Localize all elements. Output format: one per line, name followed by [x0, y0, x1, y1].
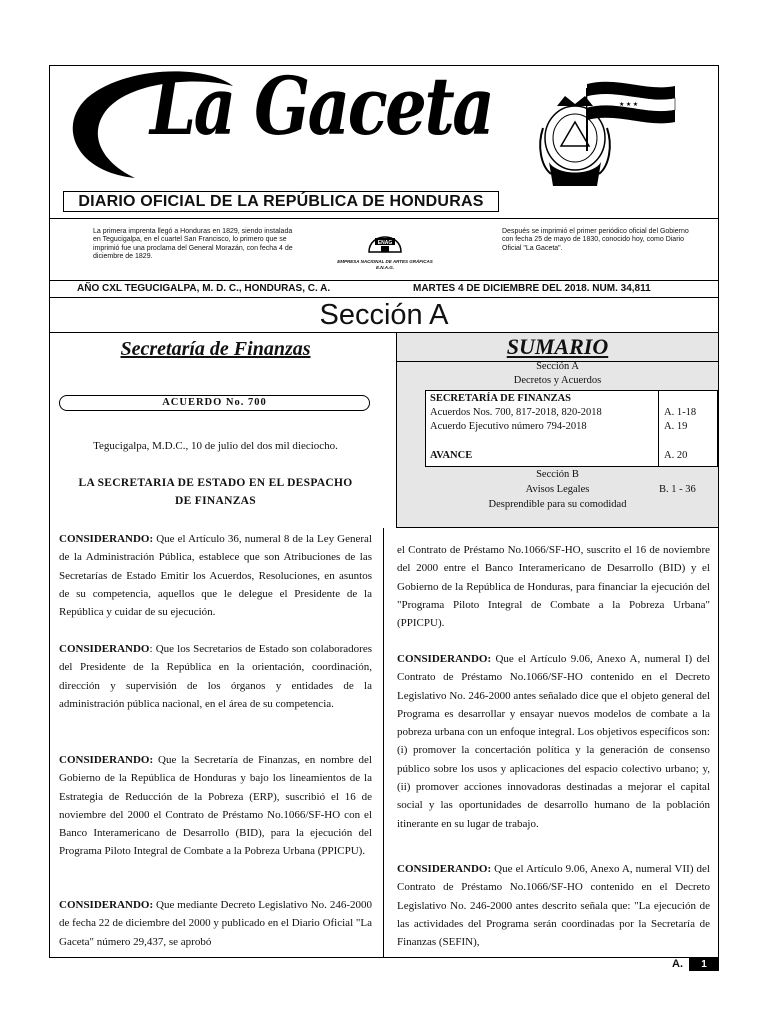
left-paragraph-3	[59, 751, 372, 861]
considerando-label: CONSIDERANDO:	[59, 754, 154, 766]
left-paragraph-1	[59, 530, 372, 621]
left-paragraph-2	[59, 640, 372, 713]
sumario-decretos: Decretos y Acuerdos	[513, 375, 602, 386]
authority-heading	[59, 474, 372, 510]
sumario-item-1-page: A. 1-18	[664, 407, 697, 418]
paragraph-text: Que el Artículo 36, numeral 8 de la Ley General de la Administración Pública, establece que son Atribuciones de las Secretarías de Estado Emitir los Acuerdos, Resoluciones, en asuntos de su competencia, aquellos que le delegue el Presidente de la República y cuidar de su ejecución.	[59, 533, 372, 619]
considerando-label: CONSIDERANDO:	[59, 899, 154, 911]
masthead-divider	[50, 218, 718, 219]
paragraph-text: Que el Artículo 9.06, Anexo A, numeral VII) del Contrato de Préstamo No.1066/SF-HO contenido en el Decreto Legislativo No. 246-2000 antes descrito señala que: "La ejecución de las actividades del Programa serán coordinadas por la Secretaría de Finanzas (SEFIN),	[397, 863, 710, 949]
acuerdo-date: Tegucigalpa, M.D.C., 10 de julio del dos mil dieciocho.	[93, 440, 338, 452]
sumario-section-b: Sección B	[536, 469, 579, 480]
dateline-right: MARTES 4 DE DICIEMBRE DEL 2018. NUM. 34,811	[413, 283, 651, 294]
right-paragraph-2	[397, 860, 710, 951]
section-title: Sección A	[50, 297, 718, 333]
enag-emblem-text: ENAG	[377, 240, 393, 246]
enag-logo	[330, 224, 440, 271]
paragraph-text: : Que los Secretarios de Estado son colaboradores del Presidente de la República en la orientación, coordinación, dirección y supervisión de los órganos y entidades de la administración pública nacional, en el área de su competencia.	[59, 643, 372, 710]
considerando-label: CONSIDERANDO:	[59, 533, 154, 545]
sumario-contents	[425, 390, 718, 467]
sumario-avance: AVANCE	[430, 450, 473, 461]
footer-page-number: 1	[689, 958, 719, 971]
dateline-left: AÑO CXL TEGUCIGALPA, M. D. C., HONDURAS, C. A.	[77, 283, 331, 294]
enag-emblem-icon	[365, 224, 405, 254]
sumario-title: SUMARIO	[506, 334, 609, 359]
sumario-avisos-page: B. 1 - 36	[659, 484, 696, 495]
dateline-bar	[50, 280, 718, 298]
considerando-label: CONSIDERANDO:	[397, 653, 492, 665]
paragraph-text: Que el Artículo 9.06, Anexo A, numeral I) del Contrato de Préstamo No.1066/SF-HO contenido en el Decreto Legislativo No. 246-2000 antes señalado dice que el objeto general del Programa es desarrollar y ensayar nuevos modelos de combate a la pobreza urbana con un enfoque integral. Los objetivos específicos son: (i) promover la concertación política y la generación de consenso público sobre los usos y aplicaciones del espacio colectivo urbano; y, (ii) promover acciones innovadoras destinadas a mejorar el capital social y las oportunidades de desarrollo humano de la población itinerante en su lugar de trabajo.	[397, 653, 710, 830]
sumario-secretaria: SECRETARÍA DE FINANZAS	[430, 393, 572, 404]
masthead-title: La Gaceta	[150, 59, 493, 153]
history-note-right: Después se imprimió el primer periódico oficial del Gobierno con fecha 25 de mayo de 1830, conocido hoy, como Diario Oficial "La Gaceta".	[502, 228, 689, 252]
acuerdo-number: ACUERDO No. 700	[59, 395, 370, 411]
right-paragraph-1	[397, 650, 710, 833]
considerando-label: CONSIDERANDO:	[397, 863, 492, 875]
honduras-coat-of-arms-icon	[537, 76, 677, 196]
column-divider	[383, 528, 384, 958]
sumario-item-1: Acuerdos Nos. 700, 817-2018, 820-2018	[430, 407, 602, 418]
masthead-subtitle: DIARIO OFICIAL DE LA REPÚBLICA DE HONDURAS	[63, 191, 499, 212]
enag-abbr: E.N.A.G.	[375, 265, 394, 270]
sumario-box	[396, 333, 718, 528]
secretaria-heading: Secretaría de Finanzas	[120, 338, 311, 360]
paragraph-text: el Contrato de Préstamo No.1066/SF-HO, suscrito el 16 de noviembre del 2000 entre el Banco Interamericano de Desarrollo (BID) y el Gobierno de la República de Honduras, para financiar la ejecución del "Programa Piloto Integral de Combate a la Pobreza Urbana" (PPICPU).	[397, 544, 710, 630]
sumario-page-divider	[658, 391, 659, 466]
paragraph-text: Que mediante Decreto Legislativo No. 246-2000 de fecha 22 de diciembre del 2000 y publicado en el Diario Oficial "La Gaceta" número 29,437, se aprobó	[59, 899, 372, 948]
authority-line1: LA SECRETARIA DE ESTADO EN EL DESPACHO	[78, 477, 353, 489]
sumario-desprendible: Desprendible para su comodidad	[488, 499, 627, 510]
enag-name: EMPRESA NACIONAL DE ARTES GRÁFICAS	[337, 259, 433, 264]
footer-section-letter: A.	[672, 958, 683, 970]
sumario-avance-page: A. 20	[664, 450, 688, 461]
sumario-avisos: Avisos Legales	[525, 484, 590, 495]
sumario-item-2: Acuerdo Ejecutivo número 794-2018	[430, 421, 587, 432]
history-note-left: La primera imprenta llegó a Honduras en 1829, siendo instalada en Tegucigalpa, en el cuartel San Francisco, lo primero que se imprimió fue una proclama del General Morazán, con fecha 4 de diciembre de 1829.	[93, 228, 293, 261]
sumario-section-a: Sección A	[536, 361, 579, 372]
considerando-label: CONSIDERANDO	[59, 643, 150, 655]
svg-text:★ ★ ★: ★ ★ ★	[619, 102, 639, 108]
sumario-item-2-page: A. 19	[664, 421, 688, 432]
right-paragraph-0	[397, 541, 710, 632]
authority-line2: DE FINANZAS	[175, 495, 256, 507]
paragraph-text: Que la Secretaría de Finanzas, en nombre del Gobierno de la República de Honduras y bajo los lineamientos de la Estrategia de Reducción de la Pobreza (ERP), suscribió el 16 de noviembre del 2000 el Contrato de Préstamo No.1066/SF-HO con el Banco Interamericano de Desarrollo (BID), para la ejecución del Programa Piloto Integral de Combate a la Pobreza Urbana (PPICPU).	[59, 754, 372, 858]
left-paragraph-4	[59, 896, 372, 951]
